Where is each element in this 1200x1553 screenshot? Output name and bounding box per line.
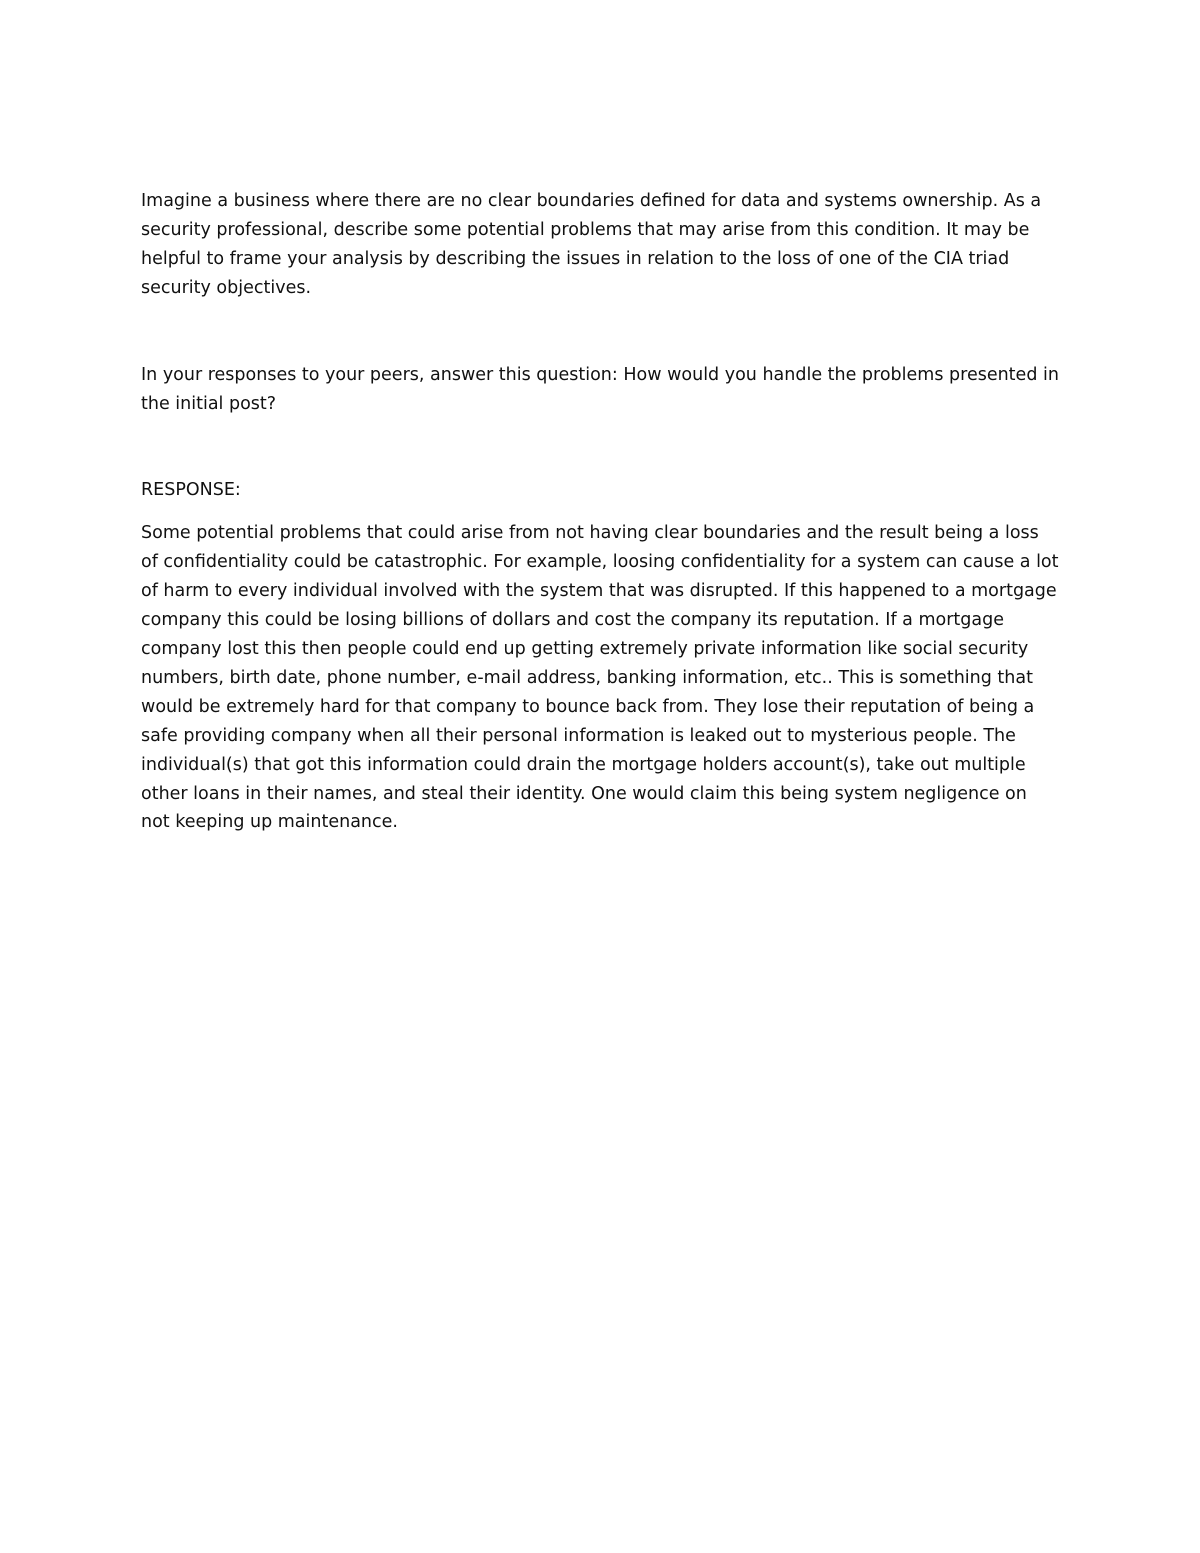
peer-prompt-paragraph: In your responses to your peers, answer this question: How would you handle the problems presented in the initial post? — [141, 364, 1065, 414]
document-body — [141, 187, 1065, 837]
prompt-paragraph: Imagine a business where there are no clear boundaries defined for data and systems ownership. As a security professional, describe some potential problems that may arise from this condition. It may be helpful to frame your analysis by describing the issues in relation to the loss of one of the CIA triad security objectives. — [141, 191, 1047, 298]
response-heading: RESPONSE: — [141, 480, 241, 501]
response-paragraph: Some potential problems that could arise from not having clear boundaries and the result being a loss of confidentiality could be catastrophic. For example, loosing confidentiality for a system can cause a lot of harm to every individual involved with the system that was disrupted. If this happened to a mortgage company this could be losing billions of dollars and cost the company its reputation. If a mortgage company lost this then people could end up getting extremely private information like social security numbers, birth date, phone number, e-mail address, banking information, etc.. This is something that would be extremely hard for that company to bounce back from. They lose their reputation of being a safe providing company when all their personal information is leaked out to mysterious people. The individual(s) that got this information could drain the mortgage holders account(s), take out multiple other loans in their names, and steal their identity. One would claim this being system negligence on not keeping up maintenance. — [141, 523, 1065, 833]
